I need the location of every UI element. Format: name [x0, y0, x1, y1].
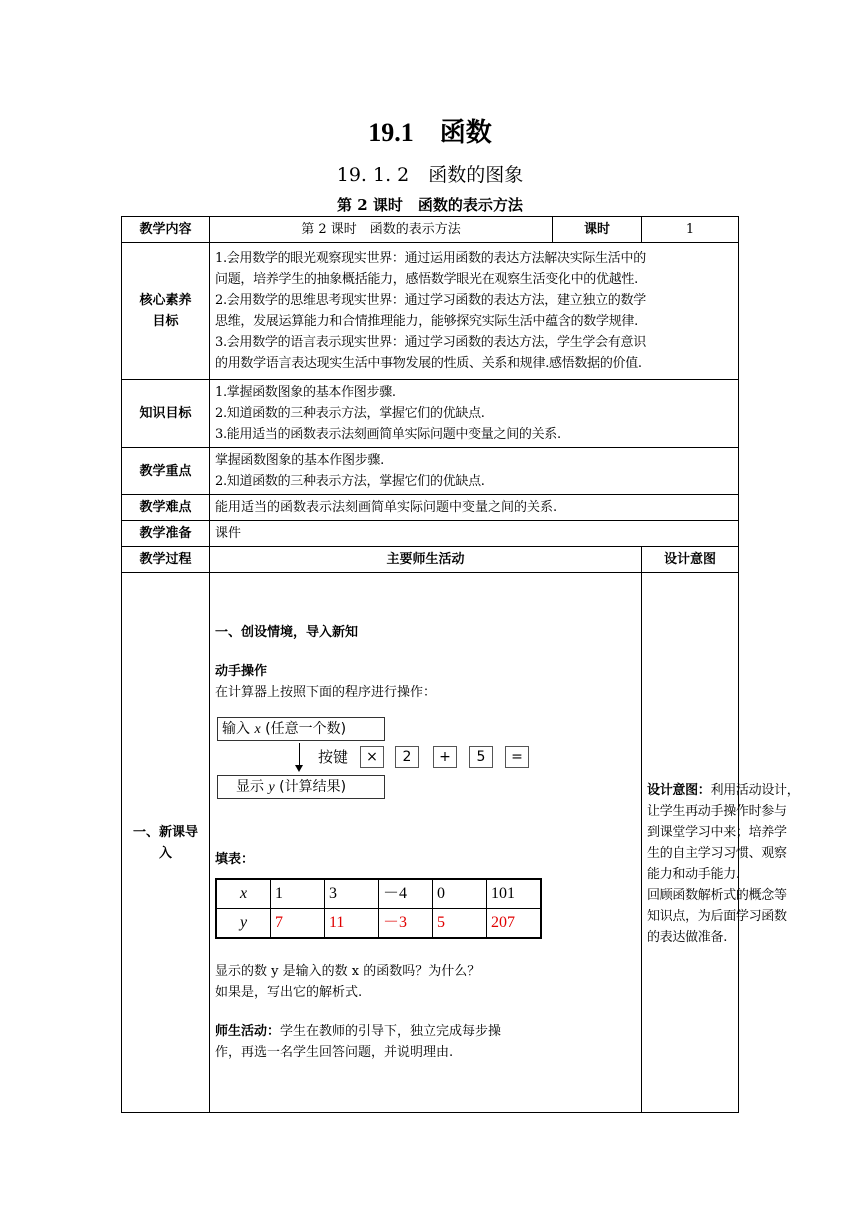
fill-table	[215, 878, 542, 939]
row-key-points	[122, 448, 739, 495]
fill-table-title: 填表：	[215, 852, 255, 867]
output-box: 显示 y (计算结果)	[217, 775, 385, 799]
key-multiply: ×	[360, 746, 384, 768]
fill-x-cell: 1	[271, 879, 325, 909]
row-preparation	[122, 521, 739, 547]
hands-on-text: 在计算器上按照下面的程序进行操作：	[215, 685, 437, 700]
preparation-text: 课件	[210, 521, 739, 547]
key-two: 2	[395, 746, 419, 768]
header-main-activity: 主要师生活动	[210, 547, 642, 573]
intro-heading: 一、创设情境，导入新知	[215, 625, 359, 640]
label-knowledge-goals: 知识目标	[122, 380, 210, 448]
fill-row-x	[216, 879, 541, 909]
label-preparation: 教学准备	[122, 521, 210, 547]
teacher-student-activity	[215, 1021, 636, 1042]
fill-x-cell: －4	[379, 879, 433, 909]
fill-y-cell: 207	[487, 909, 542, 939]
label-teaching-content: 教学内容	[122, 217, 210, 243]
lesson-title: 第 2 课时 函数的表示方法	[337, 196, 523, 214]
row-teaching-content	[122, 217, 739, 243]
calculator-diagram	[215, 717, 535, 807]
intent-label: 设计意图：	[647, 782, 711, 798]
core-literacy-text: 1.会用数学的眼光观察现实世界：通过运用函数的表达方法解决实际生活中的 问题，培养学生的抽象概括能力，感悟数学眼光在观察生活变化中的优越性. 2.会用数学的思维思考现实世界：通过学习函数的表达方法，建立独立的数学 思维，发展运算能力和合情推理能力，能够探究实际生活中蕴含的数学规律. 3.会用数学的语言表示现实世界：通过学习函数的表达方法，学生学会有意识 的用数学语言表达现实生活中事物发展的性质、关系和规律.感悟数据的价值.	[210, 243, 739, 380]
section-title: 19.1 函数	[368, 118, 492, 147]
main-activity-cell	[210, 573, 642, 1113]
label-core-literacy: 核心素养 目标	[122, 243, 210, 380]
fill-y-cell: 5	[433, 909, 487, 939]
question-line-1: 显示的数 y 是输入的数 x 的函数吗？为什么？	[215, 964, 481, 979]
difficulty-text: 能用适当的函数表示法刻画简单实际问题中变量之间的关系.	[210, 495, 739, 521]
activity-label: 师生活动：	[215, 1024, 281, 1039]
key-plus: +	[433, 746, 457, 768]
activity-text-line-1: 学生在教师的引导下，独立完成每步操	[280, 1024, 502, 1039]
fill-y-cell: 7	[271, 909, 325, 939]
label-process: 教学过程	[122, 547, 210, 573]
fill-header-y: y	[216, 909, 271, 939]
fill-x-cell: 0	[433, 879, 487, 909]
value-teaching-content: 第 2 课时 函数的表示方法	[210, 217, 553, 243]
design-intent-cell	[642, 573, 800, 1113]
key-points-text: 掌握函数图象的基本作图步骤. 2.知道函数的三种表示方法，掌握它们的优缺点.	[210, 448, 739, 495]
input-box: 输入 x (任意一个数)	[217, 717, 385, 741]
fill-x-cell: 101	[487, 879, 542, 909]
label-difficulty: 教学难点	[122, 495, 210, 521]
row-knowledge-goals	[122, 380, 739, 448]
subsection-title: 19. 1. 2 函数的图象	[336, 164, 524, 186]
hands-on-title: 动手操作	[215, 664, 268, 679]
knowledge-goals-text: 1.掌握函数图象的基本作图步骤. 2.知道函数的三种表示方法，掌握它们的优缺点. 3.能用适当的函数表示法刻画简单实际问题中变量之间的关系.	[210, 380, 739, 448]
activity-text-line-2: 作，再选一名学生回答问题，并说明理由.	[215, 1045, 454, 1060]
row-process-header	[122, 547, 739, 573]
header-design-intent: 设计意图	[642, 547, 739, 573]
down-arrow-icon	[295, 765, 303, 772]
fill-header-x: x	[216, 879, 271, 909]
fill-y-cell: －3	[379, 909, 433, 939]
fill-row-y	[216, 909, 541, 939]
fill-y-cell: 11	[325, 909, 379, 939]
label-period: 课时	[553, 217, 642, 243]
key-equals: =	[505, 746, 529, 768]
press-label: 按键	[318, 748, 349, 766]
value-period: 1	[642, 217, 739, 243]
key-five: 5	[469, 746, 493, 768]
row-core-literacy	[122, 243, 739, 380]
label-key-points: 教学重点	[122, 448, 210, 495]
fill-x-cell: 3	[325, 879, 379, 909]
stage-new-lesson-intro: 一、新课导 入	[122, 573, 210, 1113]
row-difficulty	[122, 495, 739, 521]
design-intent-text: 设计意图：利用活动设计， 让学生再动手操作时参与 到课堂学习中来；培养学 生的自主学习习惯、观察 能力和动手能力. 回顾函数解析式的概念等 知识点，为后面学习函数 的表达做准备.	[647, 782, 800, 945]
row-new-lesson-intro	[122, 573, 739, 1113]
question-line-2: 如果是，写出它的解析式.	[215, 985, 363, 1000]
lesson-plan-table	[121, 216, 800, 1113]
